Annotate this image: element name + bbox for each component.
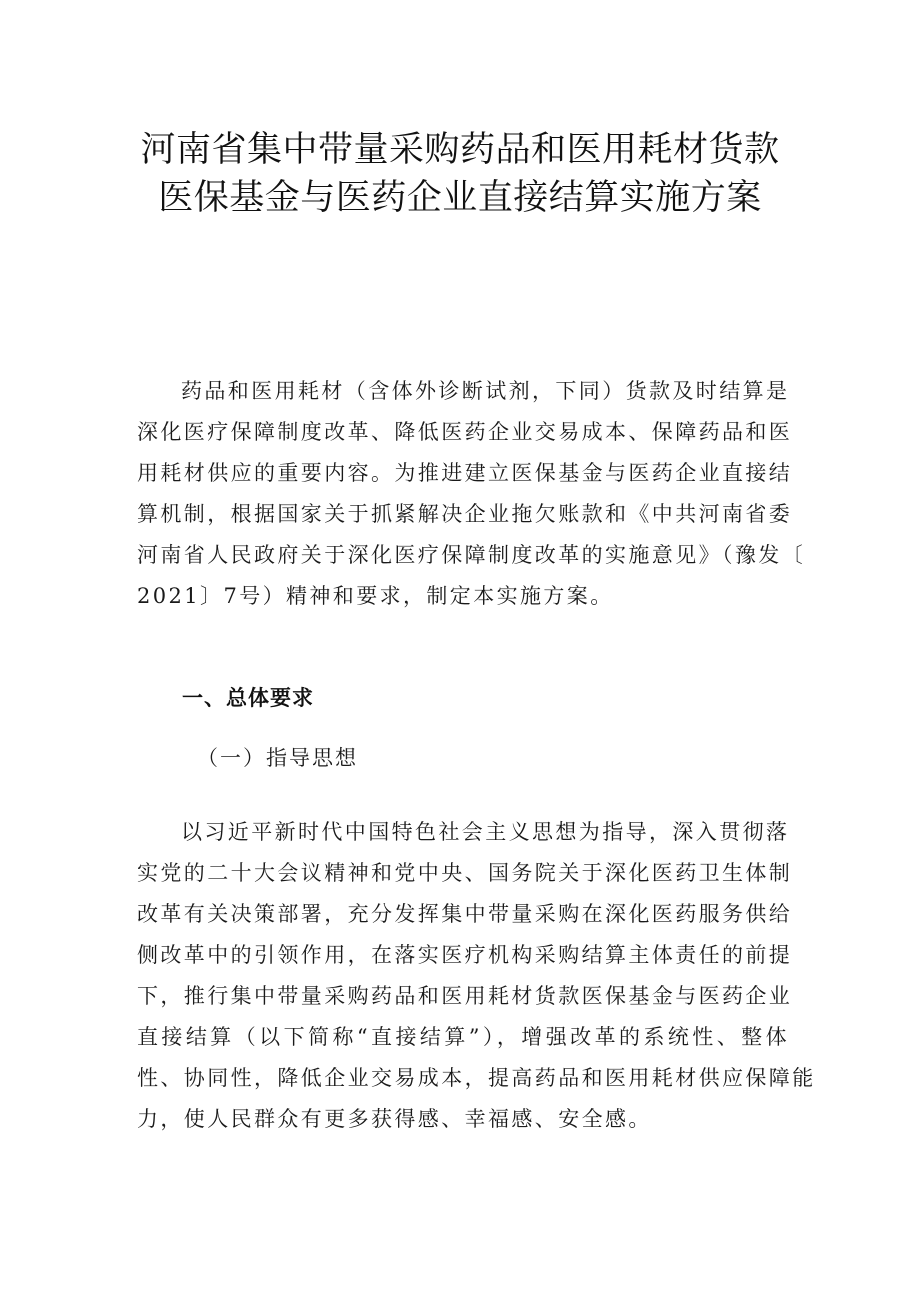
intro-line-6: 2021〕7号）精神和要求，制定本实施方案。	[137, 584, 614, 608]
guiding-line-6: 直接结算（以下简称“直接结算”），增强改革的系统性、整体	[137, 1025, 789, 1049]
intro-line-1: 药品和医用耗材（含体外诊断试剂，下同）货款及时结算是	[181, 379, 790, 403]
guiding-line-7: 性、协同性，降低企业交易成本，提高药品和医用耗材供应保障能	[137, 1066, 816, 1090]
intro-line-3: 用耗材供应的重要内容。为推进建立医保基金与医药企业直接结	[137, 461, 793, 485]
guiding-line-2: 实党的二十大会议精神和党中央、国务院关于深化医药卫生体制	[137, 861, 793, 885]
subsection-heading-guiding-ideology: （一）指导思想	[197, 746, 358, 770]
document-title-line-2: 医保基金与医药企业直接结算实施方案	[158, 178, 762, 218]
section-heading-general-requirements: 一、总体要求	[182, 686, 314, 710]
guiding-line-5: 下，推行集中带量采购药品和医用耗材货款医保基金与医药企业	[137, 984, 793, 1008]
intro-paragraph	[137, 371, 806, 617]
intro-line-5: 河南省人民政府关于深化医疗保障制度改革的实施意见》（豫发〔	[137, 543, 806, 567]
guiding-line-4: 侧改革中的引领作用，在落实医疗机构采购结算主体责任的前提	[137, 943, 793, 967]
guiding-line-3: 改革有关决策部署，充分发挥集中带量采购在深化医药服务供给	[137, 902, 793, 926]
guiding-line-8: 力，使人民群众有更多获得感、幸福感、安全感。	[137, 1107, 652, 1131]
intro-line-4: 算机制，根据国家关于抓紧解决企业拖欠账款和《中共河南省委	[137, 502, 793, 526]
intro-line-2: 深化医疗保障制度改革、降低医药企业交易成本、保障药品和医	[137, 420, 793, 444]
guiding-ideology-paragraph	[137, 812, 816, 1140]
document-title-line-1: 河南省集中带量采购药品和医用耗材货款	[140, 130, 780, 170]
guiding-line-1: 以习近平新时代中国特色社会主义思想为指导，深入贯彻落	[181, 820, 790, 844]
